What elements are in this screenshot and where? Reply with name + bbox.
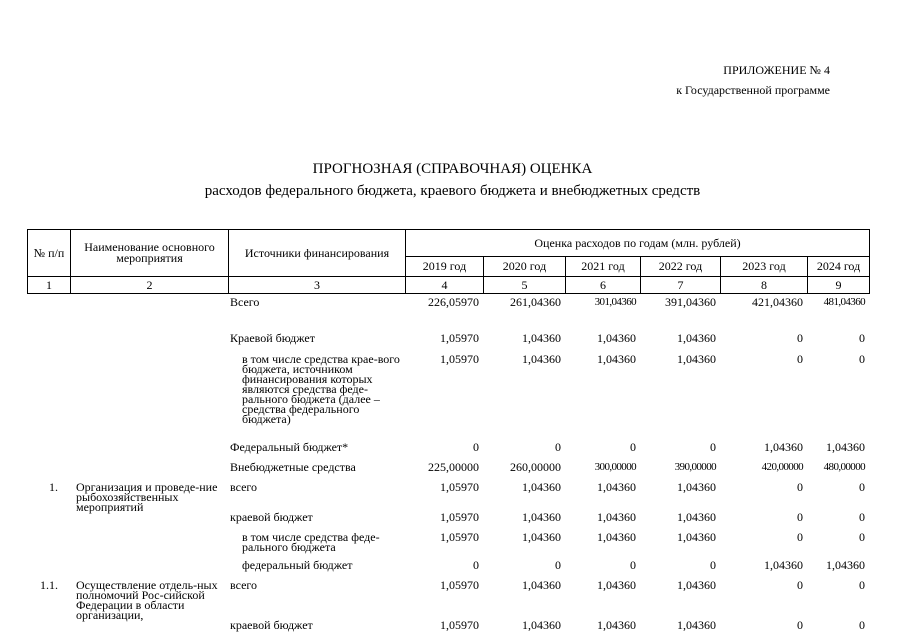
row-year-value: 0	[859, 618, 865, 632]
appendix-reference: к Государственной программе	[676, 83, 830, 97]
row-year-value: 0	[797, 352, 803, 366]
row-measure-name	[70, 532, 228, 560]
table-row	[27, 560, 869, 580]
row-year-value: 0	[797, 618, 803, 632]
row-number	[27, 333, 70, 354]
table-row	[27, 532, 869, 560]
row-year-value: 225,00000	[428, 460, 479, 474]
row-year-value: 1,05970	[440, 618, 479, 632]
title-line-1: ПРОГНОЗНАЯ (СПРАВОЧНАЯ) ОЦЕНКА	[312, 161, 593, 177]
col-number: 3	[229, 277, 406, 294]
row-year-value: 391,04360	[665, 295, 716, 309]
row-year-value: 1,04360	[522, 352, 561, 366]
row-number	[27, 297, 70, 333]
table-row	[27, 354, 869, 442]
header-num: № п/п	[28, 230, 71, 277]
header-name: Наименование основного мероприятия	[71, 230, 229, 277]
row-year-value: 0	[797, 530, 803, 544]
table-row	[27, 580, 869, 620]
row-year-value: 1,04360	[522, 578, 561, 592]
row-year-value: 1,04360	[677, 578, 716, 592]
row-year-value: 480,00000	[823, 461, 865, 473]
row-year-value: 421,04360	[752, 295, 803, 309]
col-number: 8	[721, 277, 808, 294]
row-funding-source: Краевой бюджет	[230, 331, 315, 345]
row-year-value: 0	[859, 331, 865, 345]
table-row	[27, 482, 869, 512]
row-year-value: 1,04360	[597, 352, 636, 366]
row-year-value: 0	[555, 558, 561, 572]
row-measure-name	[70, 620, 228, 640]
row-funding-source: Федеральный бюджет*	[230, 440, 349, 454]
row-year-value: 1,05970	[440, 530, 479, 544]
table-row	[27, 442, 869, 462]
row-year-value: 0	[473, 558, 479, 572]
table-header	[27, 229, 870, 294]
row-year-value: 1,04360	[826, 440, 865, 454]
row-year-value: 1,04360	[522, 618, 561, 632]
row-year-value: 0	[555, 440, 561, 454]
header-year: 2020 год	[484, 257, 566, 277]
row-number	[27, 620, 70, 640]
row-year-value: 420,00000	[761, 461, 803, 473]
row-year-value: 0	[630, 558, 636, 572]
header-estimate: Оценка расходов по годам (млн. рублей)	[406, 230, 870, 257]
row-year-value: 1,04360	[522, 510, 561, 524]
col-number: 5	[484, 277, 566, 294]
row-year-value: 1,04360	[677, 530, 716, 544]
row-measure-name	[70, 333, 228, 354]
row-number: 1.1.	[40, 578, 58, 592]
row-year-value: 1,04360	[764, 558, 803, 572]
header-source: Источники финансирования	[229, 230, 406, 277]
row-funding-source: краевой бюджет	[230, 510, 313, 524]
header-year: 2023 год	[721, 257, 808, 277]
row-year-value: 0	[859, 480, 865, 494]
row-year-value: 0	[797, 331, 803, 345]
row-year-value: 0	[710, 558, 716, 572]
row-year-value: 1,04360	[597, 578, 636, 592]
row-measure-name	[70, 442, 228, 462]
document-title	[0, 158, 905, 202]
row-year-value: 1,04360	[597, 510, 636, 524]
col-number: 9	[808, 277, 870, 294]
col-number: 4	[406, 277, 484, 294]
row-year-value: 1,05970	[440, 578, 479, 592]
row-year-value: 261,04360	[510, 295, 561, 309]
row-funding-source: Внебюджетные средства	[230, 460, 356, 474]
row-year-value: 0	[859, 578, 865, 592]
row-year-value: 0	[859, 530, 865, 544]
title-line-2: расходов федерального бюджета, краевого бюджета и внебюджетных средств	[204, 183, 701, 199]
col-number: 6	[566, 277, 641, 294]
table-row	[27, 462, 869, 482]
row-funding-source: Всего	[230, 295, 260, 309]
appendix-number: ПРИЛОЖЕНИЕ № 4	[723, 63, 830, 77]
row-year-value: 0	[859, 510, 865, 524]
row-measure-name	[70, 560, 228, 580]
row-year-value: 0	[473, 440, 479, 454]
row-funding-source: в том числе средства крае-вого бюджета, источником финансирования которых являются средства феде-рального бюджета (далее – средства федерального бюджета)	[242, 352, 400, 426]
row-funding-source: краевой бюджет	[230, 618, 313, 632]
row-year-value: 1,05970	[440, 352, 479, 366]
row-year-value: 260,00000	[510, 460, 561, 474]
row-year-value: 1,04360	[597, 331, 636, 345]
row-year-value: 0	[797, 510, 803, 524]
header-year: 2021 год	[566, 257, 641, 277]
row-year-value: 1,04360	[764, 440, 803, 454]
row-measure-name	[70, 462, 228, 482]
row-year-value: 0	[710, 440, 716, 454]
row-year-value: 1,04360	[522, 480, 561, 494]
header-year: 2024 год	[808, 257, 870, 277]
row-year-value: 1,05970	[440, 510, 479, 524]
row-year-value: 1,04360	[522, 530, 561, 544]
budget-table	[27, 297, 869, 640]
row-year-value: 226,05970	[428, 295, 479, 309]
row-number	[27, 462, 70, 482]
row-year-value: 1,04360	[597, 480, 636, 494]
row-measure-name: Организация и проведе-ние рыбохозяйственных мероприятий	[76, 480, 218, 514]
row-year-value: 1,04360	[826, 558, 865, 572]
row-funding-source: в том числе средства феде-рального бюджета	[242, 530, 380, 554]
table-row	[27, 620, 869, 640]
appendix-header	[676, 60, 830, 100]
row-measure-name	[70, 354, 228, 442]
col-number: 1	[28, 277, 71, 294]
row-year-value: 1,05970	[440, 331, 479, 345]
row-measure-name: Осуществление отдель-ных полномочий Рос-сийской Федерации в области организации,	[76, 578, 218, 622]
row-year-value: 1,04360	[597, 530, 636, 544]
header-year: 2022 год	[641, 257, 721, 277]
col-number: 2	[71, 277, 229, 294]
row-year-value: 481,04360	[823, 296, 865, 308]
row-year-value: 0	[630, 440, 636, 454]
row-year-value: 1,04360	[677, 352, 716, 366]
row-year-value: 1,04360	[677, 331, 716, 345]
row-year-value: 1,04360	[522, 331, 561, 345]
row-number	[27, 512, 70, 532]
row-year-value: 1,04360	[677, 480, 716, 494]
row-year-value: 0	[797, 578, 803, 592]
row-funding-source: всего	[230, 480, 258, 494]
row-number	[27, 532, 70, 560]
table-row	[27, 333, 869, 354]
row-year-value: 0	[797, 480, 803, 494]
row-number	[27, 442, 70, 462]
row-measure-name	[70, 297, 228, 333]
row-year-value: 1,05970	[440, 480, 479, 494]
row-year-value: 300,00000	[594, 461, 636, 473]
col-number: 7	[641, 277, 721, 294]
row-funding-source: федеральный бюджет	[242, 558, 353, 572]
row-year-value: 0	[859, 352, 865, 366]
row-year-value: 1,04360	[677, 510, 716, 524]
header-year: 2019 год	[406, 257, 484, 277]
row-number: 1.	[49, 480, 58, 494]
row-number	[27, 354, 70, 442]
row-year-value: 1,04360	[677, 618, 716, 632]
table-row	[27, 512, 869, 532]
row-measure-name	[70, 512, 228, 532]
row-year-value: 390,00000	[674, 461, 716, 473]
table-row	[27, 297, 869, 333]
row-year-value: 1,04360	[597, 618, 636, 632]
row-funding-source: всего	[230, 578, 258, 592]
row-number	[27, 560, 70, 580]
row-year-value: 301,04360	[594, 296, 636, 308]
